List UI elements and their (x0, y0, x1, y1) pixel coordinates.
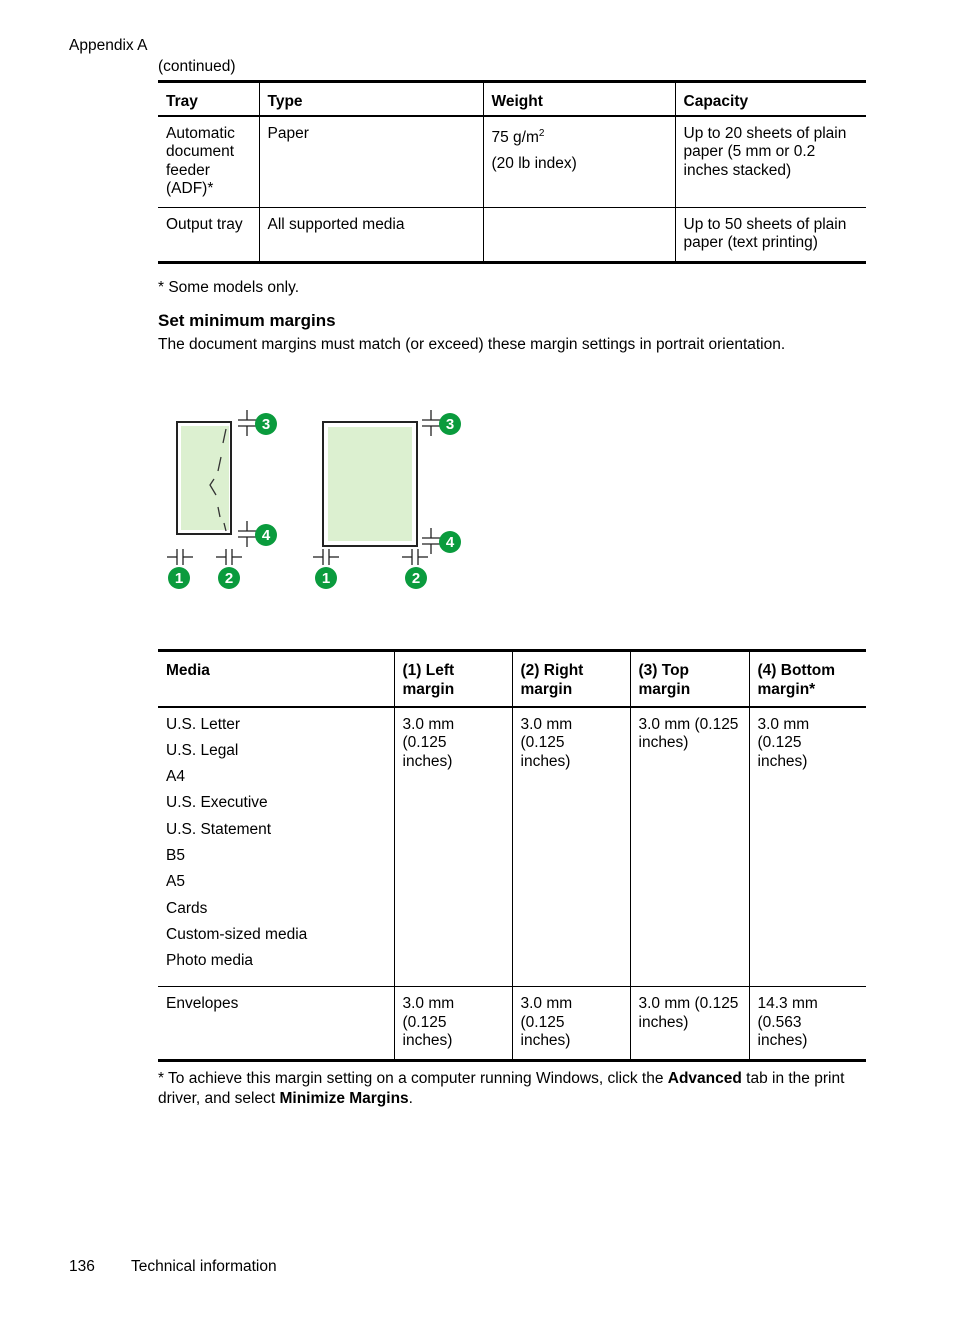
weight-cell (483, 116, 675, 208)
column-header: Tray (158, 82, 259, 116)
media-item: Custom-sized media (166, 925, 308, 943)
page-with-content (177, 422, 231, 534)
svg-text:4: 4 (445, 534, 455, 551)
tray-line: Automatic (166, 124, 235, 142)
tray-footnote: * Some models only. (158, 279, 299, 296)
column-header: (1) Left margin (394, 651, 512, 707)
section-title: Set minimum margins (158, 311, 336, 330)
column-header: Weight (483, 82, 675, 116)
margin-table (158, 649, 866, 1062)
capacity-line: inches stacked) (683, 161, 792, 179)
media-item: A5 (166, 873, 185, 891)
column-header: Type (259, 82, 483, 116)
type-cell: All supported media (259, 207, 483, 262)
callout-4-right (439, 531, 461, 553)
table-row (158, 116, 866, 208)
tray-line: document (166, 143, 235, 160)
media-cell (158, 707, 394, 987)
svg-text:3: 3 (261, 416, 271, 433)
svg-text:2: 2 (224, 570, 234, 587)
type-cell: Paper (259, 116, 483, 208)
media-item: U.S. Statement (166, 820, 272, 838)
capacity-line: Up to 50 sheets of plain (683, 215, 847, 233)
footer-section: Technical information (131, 1258, 277, 1275)
callout-1-left (168, 567, 190, 589)
table-header-row (158, 82, 866, 116)
running-head: Appendix A (69, 37, 148, 54)
bottom-margin-cell: 14.3 mm (0.563 inches) (749, 987, 866, 1061)
continued-label: (continued) (158, 58, 236, 75)
svg-text:1: 1 (321, 570, 331, 587)
media-item: Photo media (166, 952, 254, 970)
capacity-cell (675, 116, 866, 208)
margin-footnote: * To achieve this margin setting on a computer running Windows, click the Advanced tab in the print driver, and select Minimize Margins. (158, 1070, 845, 1107)
table-row (158, 707, 866, 987)
table-row (158, 987, 866, 1061)
table-header-row (158, 651, 866, 707)
svg-text:2: 2 (411, 570, 421, 587)
media-item: B5 (166, 846, 185, 864)
media-item: U.S. Executive (166, 794, 268, 812)
page-number: 136 (69, 1258, 95, 1275)
table-row (158, 207, 866, 262)
capacity-line: paper (5 mm or 0.2 (683, 143, 816, 160)
section-description: The document margins must match (or exceed) these margin settings in portrait orientation. (158, 336, 786, 353)
capacity-cell (675, 207, 866, 262)
tray-line: (ADF)* (166, 180, 214, 197)
top-margin-cell: 3.0 mm (0.125 inches) (630, 707, 749, 987)
callout-4-left (255, 524, 277, 546)
tray-cell: Output tray (166, 215, 243, 233)
media-item: U.S. Legal (166, 741, 239, 759)
tray-cell (158, 116, 259, 208)
media-item: Cards (166, 899, 208, 917)
svg-text:3: 3 (445, 416, 455, 433)
capacity-line: Up to 20 sheets of plain (683, 124, 847, 142)
left-margin-cell: 3.0 mm (0.125 inches) (394, 707, 512, 987)
left-margin-cell: 3.0 mm (0.125 inches) (394, 987, 512, 1061)
callout-3-left (255, 413, 277, 435)
column-header: (3) Top margin (630, 651, 749, 707)
svg-text:1: 1 (174, 570, 184, 587)
column-header: (4) Bottom margin* (749, 651, 866, 707)
top-margin-cell: 3.0 mm (0.125 inches) (630, 987, 749, 1061)
margin-diagram (160, 405, 470, 595)
callout-2-left (218, 567, 240, 589)
callout-2-right (405, 567, 427, 589)
media-item: U.S. Letter (166, 715, 241, 733)
tray-line: feeder (166, 161, 210, 179)
bottom-margin-cell: 3.0 mm (0.125 inches) (749, 707, 866, 987)
column-header: Capacity (675, 82, 866, 116)
column-header: (2) Right margin (512, 651, 630, 707)
media-item: A4 (166, 768, 185, 786)
page-full-bleed (323, 422, 417, 546)
svg-text:4: 4 (261, 527, 271, 544)
media-cell: Envelopes (166, 995, 239, 1013)
callout-3-right (439, 413, 461, 435)
weight-cell (483, 207, 675, 262)
capacity-line: paper (text printing) (683, 234, 818, 251)
weight-value: 75 $g/m^2$ (491, 127, 545, 146)
right-margin-cell: 3.0 mm (0.125 inches) (512, 707, 630, 987)
column-header: Media (158, 651, 394, 707)
weight-index: (20 lb index) (491, 155, 577, 173)
tray-table (158, 80, 866, 264)
callout-1-right (315, 567, 337, 589)
right-margin-cell: 3.0 mm (0.125 inches) (512, 987, 630, 1061)
